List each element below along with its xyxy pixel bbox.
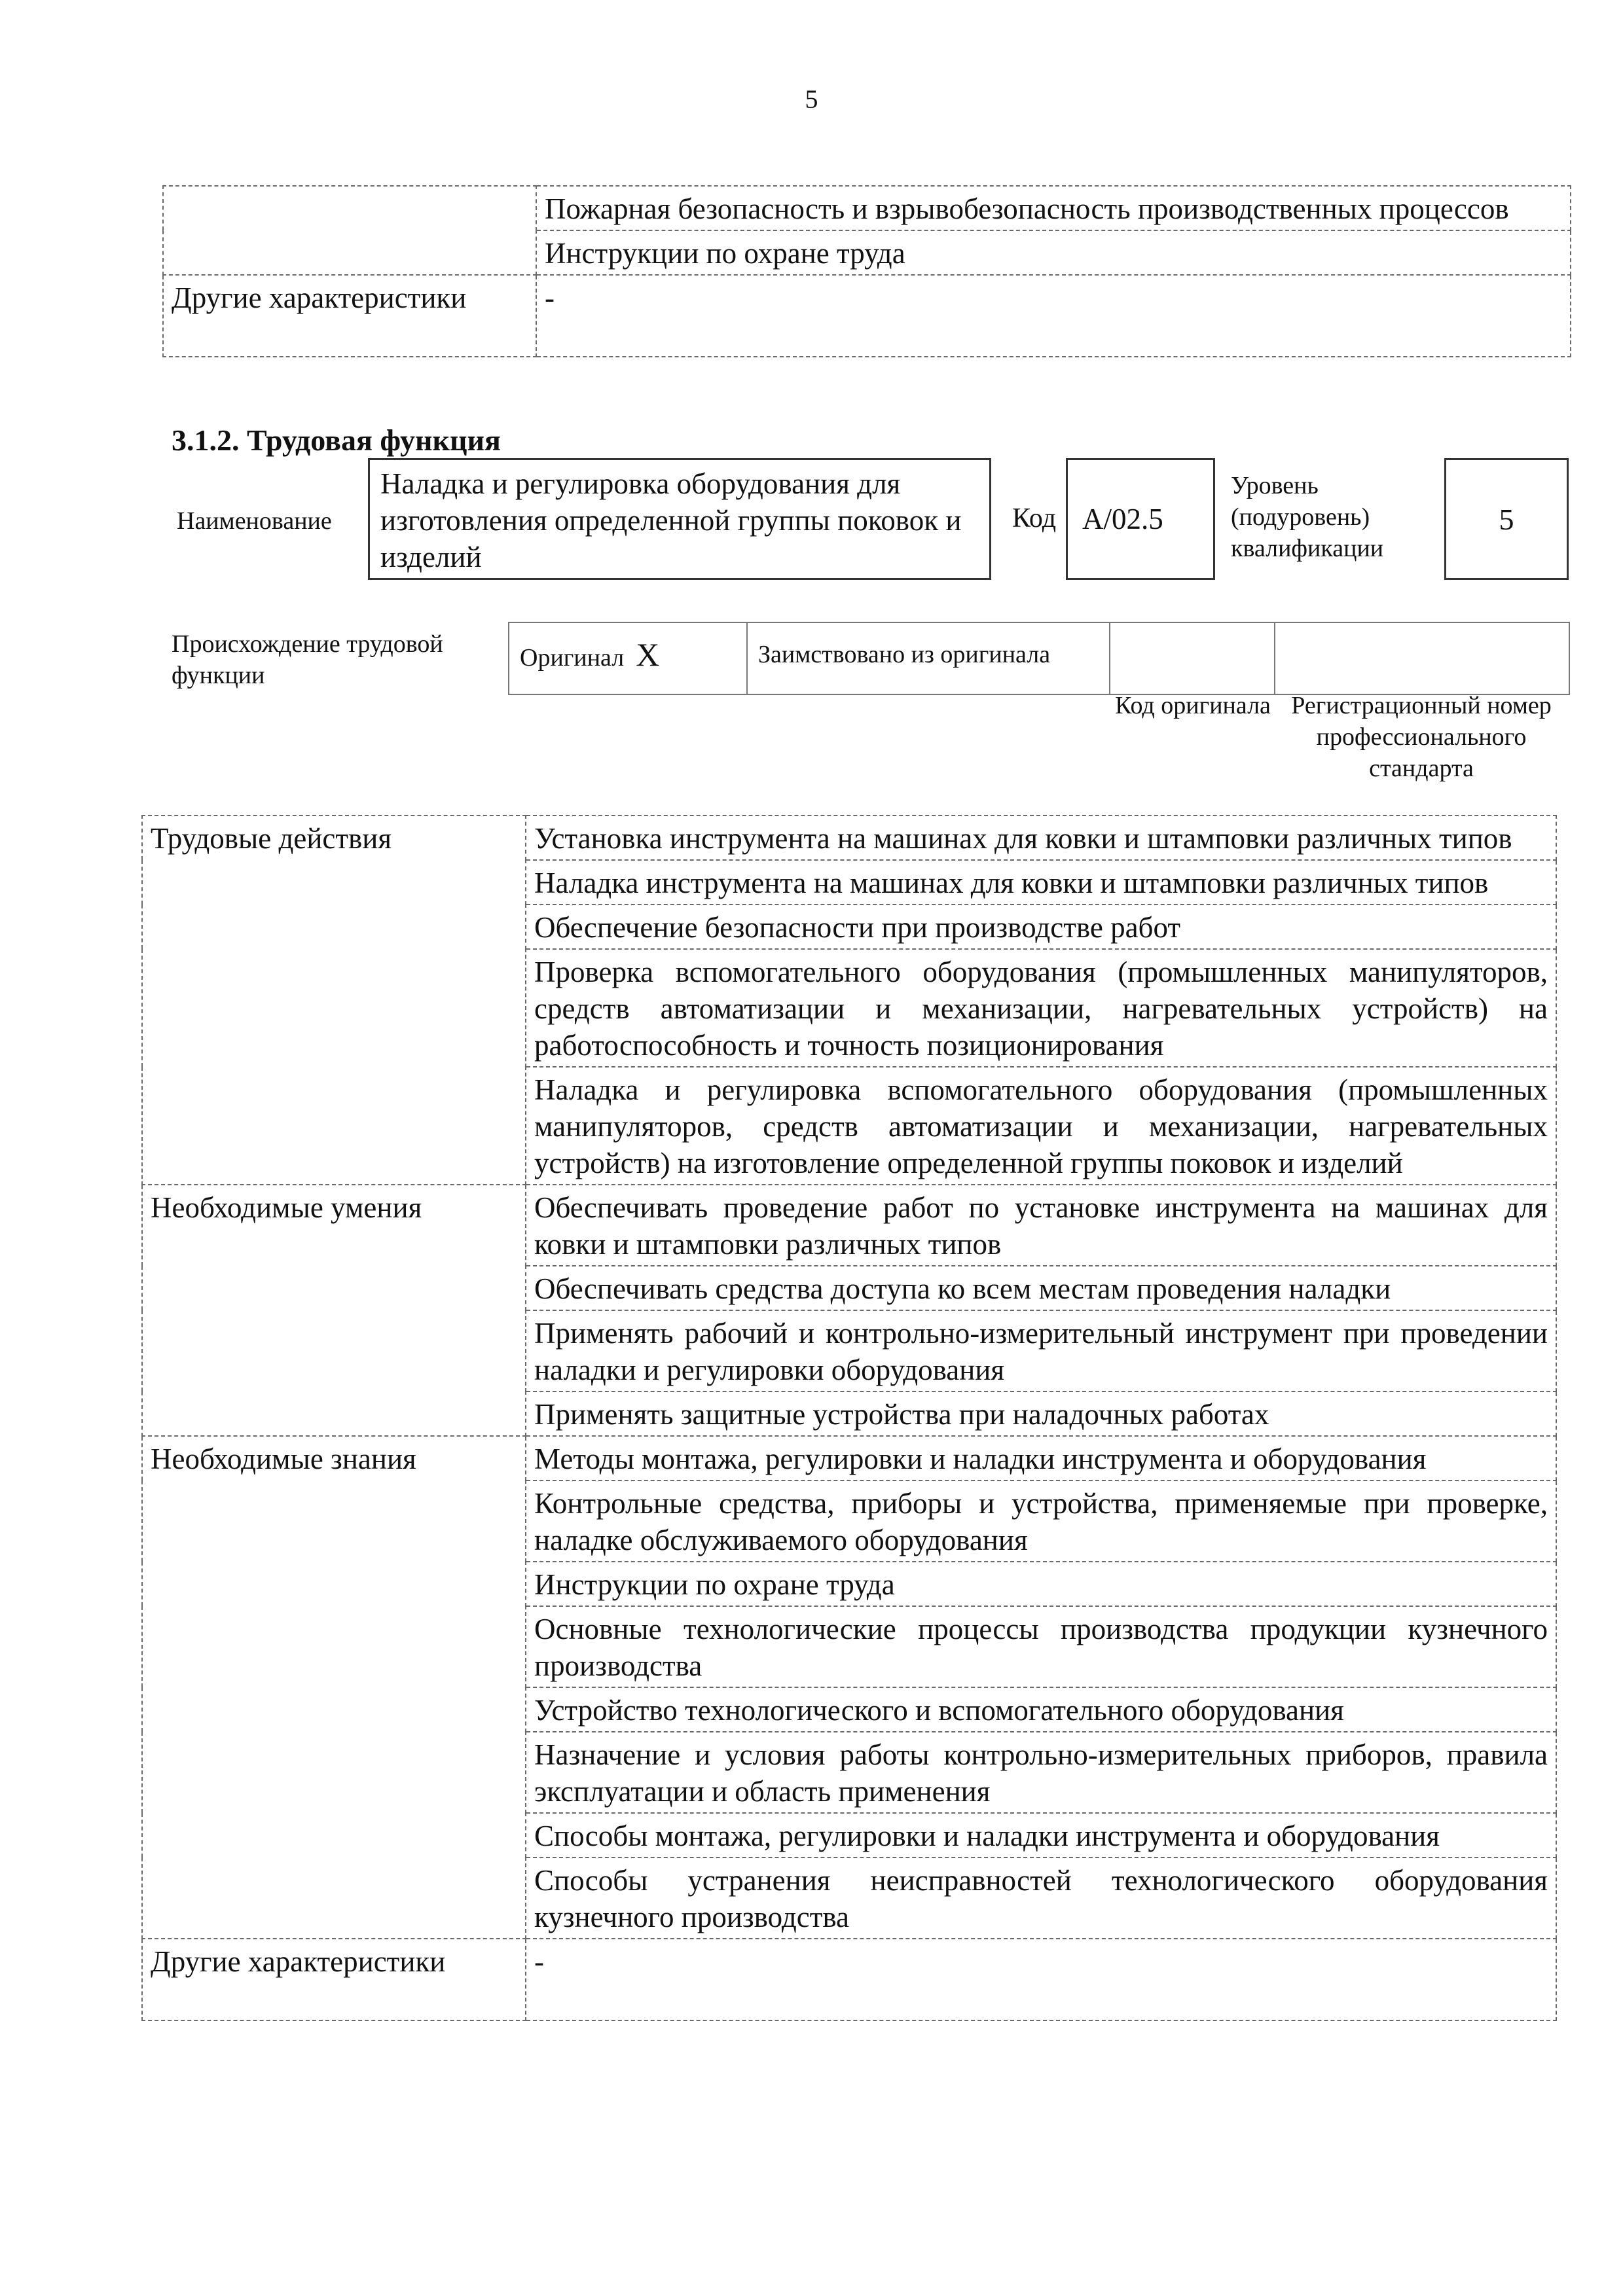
- table-cell: Пожарная безопасность и взрывобезопасность производственных процессов: [536, 186, 1571, 230]
- table-cell: Обеспечивать проведение работ по установке инструмента на машинах для ковки и штамповки различных типов: [526, 1185, 1556, 1266]
- origin-table: [508, 622, 1570, 695]
- borrowed-cell: Заимствовано из оригинала: [747, 622, 1110, 694]
- code-label: Код: [1012, 503, 1057, 533]
- table-row: [142, 1436, 1556, 1480]
- original-label: Оригинал: [520, 644, 625, 672]
- function-name: Наладка и регулировка оборудования для изготовления определенной группы поковок и изделий: [380, 467, 962, 573]
- reg-number-caption: Регистрационный номер профессионального стандарта: [1291, 692, 1552, 782]
- table-cell: Применять защитные устройства при наладочных работах: [526, 1391, 1556, 1436]
- actions-label: Трудовые действия: [142, 816, 526, 1185]
- table-row: [163, 275, 1571, 357]
- level-label: Уровень (подуровень) квалификации: [1231, 472, 1384, 562]
- table-cell: Инструкции по охране труда: [526, 1562, 1556, 1606]
- original-cell: [509, 622, 747, 694]
- table-cell: Основные технологические процессы производства продукции кузнечного производства: [526, 1606, 1556, 1687]
- row-label: Другие характеристики: [163, 275, 536, 357]
- original-mark: X: [636, 636, 660, 673]
- table-row: [142, 1939, 1556, 2020]
- section-title: 3.1.2. Трудовая функция: [172, 423, 501, 457]
- knowledge-label: Необходимые знания: [142, 1436, 526, 1939]
- code-original-caption: Код оригинала: [1115, 692, 1271, 719]
- table-cell: Проверка вспомогательного оборудования (промышленных манипуляторов, средств автоматизации и механизации, нагревательных устройств) на работоспособность и точность позиционирования: [526, 949, 1556, 1067]
- table-row: [142, 816, 1556, 860]
- table-cell: Методы монтажа, регулировки и наладки инструмента и оборудования: [526, 1436, 1556, 1480]
- code-box: [1066, 458, 1215, 580]
- table-cell: Обеспечение безопасности при производстве работ: [526, 905, 1556, 949]
- table-cell: Применять рабочий и контрольно-измерительный инструмент при проведении наладки и регулировки оборудования: [526, 1310, 1556, 1391]
- table-cell: Инструкции по охране труда: [536, 230, 1571, 275]
- table-cell: Назначение и условия работы контрольно-измерительных приборов, правила эксплуатации и область применения: [526, 1732, 1556, 1813]
- table-cell: Наладка и регулировка вспомогательного оборудования (промышленных манипуляторов, средств автоматизации и механизации, нагревательных устройств) на изготовление определенной группы поковок и изделий: [526, 1067, 1556, 1185]
- main-table: [141, 815, 1557, 2021]
- table-row: [163, 186, 1571, 230]
- code-value: А/02.5: [1082, 503, 1163, 535]
- table-row: [509, 622, 1569, 694]
- level-box: [1444, 458, 1569, 580]
- other-label: Другие характеристики: [142, 1939, 526, 2020]
- table-cell: -: [526, 1939, 1556, 2020]
- table-cell: Способы монтажа, регулировки и наладки инструмента и оборудования: [526, 1813, 1556, 1857]
- table-cell: -: [536, 275, 1571, 357]
- origin-label: Происхождение трудовой функции: [172, 630, 443, 689]
- table-cell: Установка инструмента на машинах для ковки и штамповки различных типов: [526, 816, 1556, 860]
- function-name-box: [368, 458, 991, 580]
- skills-label: Необходимые умения: [142, 1185, 526, 1436]
- top-table: [162, 185, 1571, 357]
- reg-number-cell: [1275, 622, 1569, 694]
- code-original-cell: [1110, 622, 1275, 694]
- table-cell: Способы устранения неисправностей технологического оборудования кузнечного производства: [526, 1857, 1556, 1939]
- table-cell: Обеспечивать средства доступа ко всем местам проведения наладки: [526, 1266, 1556, 1310]
- name-label: Наименование: [177, 507, 332, 535]
- table-cell: Устройство технологического и вспомогательного оборудования: [526, 1687, 1556, 1732]
- empty-label-cell: [163, 186, 536, 275]
- table-cell: Контрольные средства, приборы и устройства, применяемые при проверке, наладке обслуживаемого оборудования: [526, 1480, 1556, 1562]
- level-value: 5: [1499, 503, 1514, 536]
- table-cell: Наладка инструмента на машинах для ковки и штамповки различных типов: [526, 860, 1556, 905]
- table-row: [142, 1185, 1556, 1266]
- page-number: 5: [805, 84, 818, 114]
